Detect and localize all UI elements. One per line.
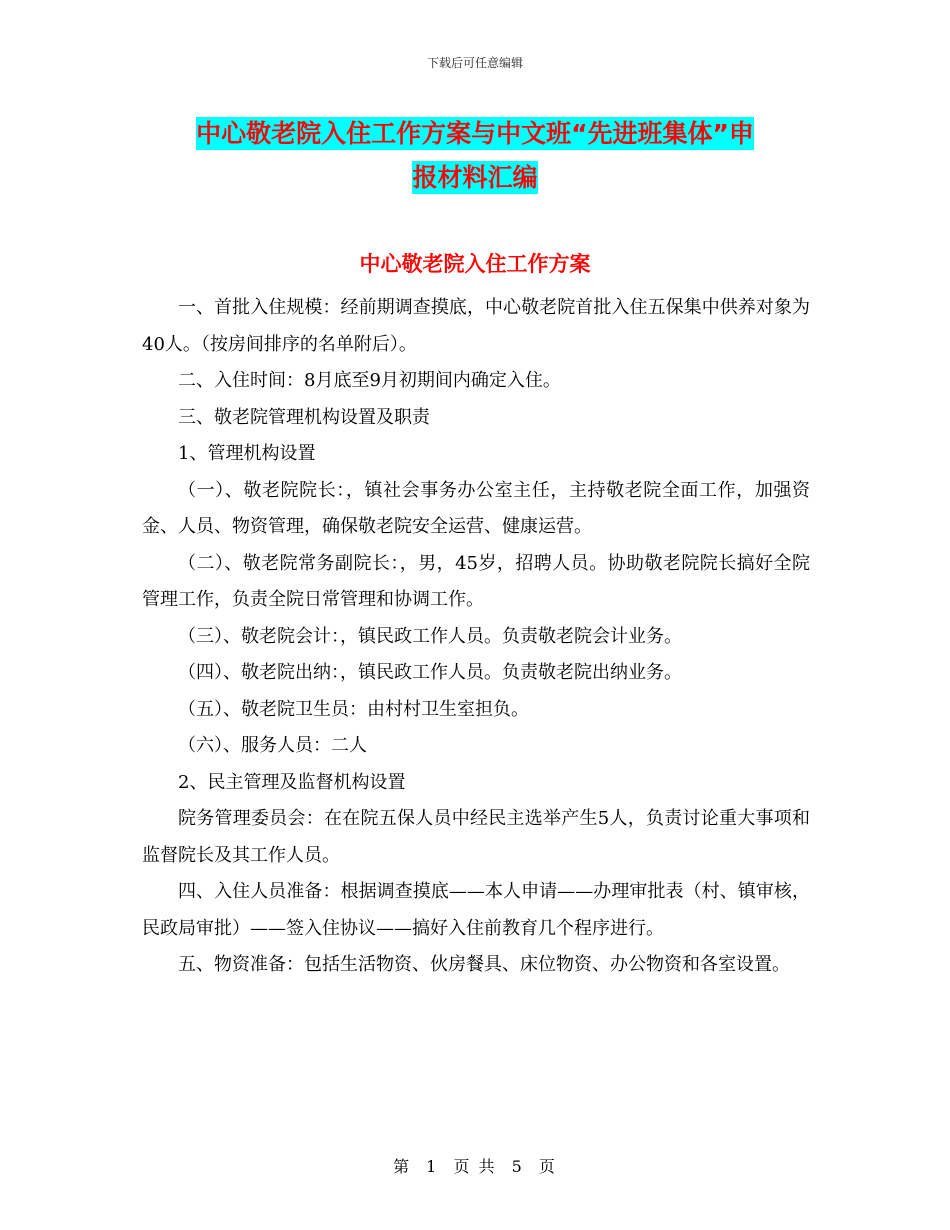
- paragraph: （四）、敬老院出纳：，镇民政工作人员。负责敬老院出纳业务。: [178, 662, 682, 683]
- paragraph: 1、管理机构设置: [178, 443, 316, 464]
- paragraph: 三、敬老院管理机构设置及职责: [178, 406, 430, 428]
- paragraph: （三）、敬老院会计：，镇民政工作人员。负责敬老院会计业务。: [178, 625, 682, 647]
- title-line-2: 报材料汇编: [412, 163, 538, 192]
- section-title: 中心敬老院入住工作方案: [359, 252, 591, 276]
- paragraph: 二、入住时间：8月底至9月初期间内确定入住。: [178, 370, 561, 391]
- paragraph: （五）、敬老院卫生员：由村村卫生室担负。: [178, 698, 529, 720]
- paragraph: 一、首批入住规模：经前期调查摸底，中心敬老院首批入住五保集中供养对象为40人。（按房间排序的名单附后）。: [142, 297, 810, 355]
- header-note: 下载后可任意编辑: [426, 56, 523, 70]
- title-line-1: 中心敬老院入住工作方案与中文班“先进班集体”申: [196, 119, 754, 148]
- footer-page-number: 1: [426, 1157, 439, 1176]
- footer-label-end: 页: [538, 1157, 557, 1176]
- paragraph: （六）、服务人员：二人: [178, 735, 367, 756]
- document-body: [142, 290, 810, 984]
- paragraph: 2、民主管理及监督机构设置: [178, 771, 406, 793]
- footer-label-page: 第: [393, 1157, 412, 1176]
- paragraph: （二）、敬老院常务副院长：，男，45岁，招聘人员。协助敬老院院长搞好全院管理工作，负责全院日常管理和协调工作。: [142, 552, 810, 610]
- paragraph: 五、物资准备：包括生活物资、伙房餐具、床位物资、办公物资和各室设置。: [178, 954, 790, 975]
- footer-label-of: 页 共: [453, 1157, 497, 1176]
- document-title: [140, 112, 810, 200]
- page-footer: [0, 1154, 950, 1177]
- paragraph: （一）、敬老院院长：，镇社会事务办公室主任，主持敬老院全面工作，加强资金、人员、物资管理，确保敬老院安全运营、健康运营。: [142, 479, 810, 537]
- footer-total-pages: 5: [511, 1157, 524, 1176]
- paragraph: 四、入住人员准备：根据调查摸底——本人申请——办理审批表（村、镇审核，民政局审批）——签入住协议——搞好入住前教育几个程序进行。: [142, 881, 810, 939]
- paragraph: 院务管理委员会：在在院五保人员中经民主选举产生5人，负责讨论重大事项和监督院长及其工作人员。: [142, 808, 810, 866]
